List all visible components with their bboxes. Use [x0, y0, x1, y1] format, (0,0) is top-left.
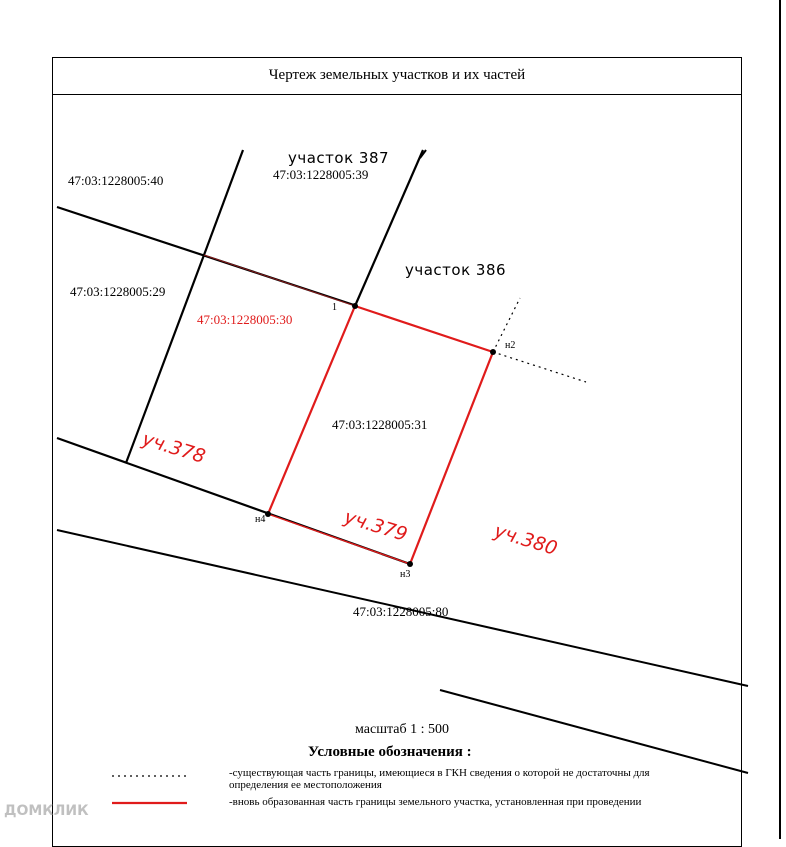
boundary-30-upper-overlay: [204, 255, 355, 306]
new-boundary-1-n2: [355, 306, 493, 352]
parcel-label-80: 47:03:1228005:80: [353, 604, 449, 619]
parcel-label-40: 47:03:1228005:40: [68, 173, 164, 188]
parcel-label-39: 47:03:1228005:39: [273, 167, 369, 182]
point-n4-marker: [265, 511, 271, 517]
point-1-label: 1: [332, 302, 337, 313]
point-n3-marker: [407, 561, 413, 567]
parcel-label-31: 47:03:1228005:31: [332, 417, 428, 432]
point-n3-label: н3: [400, 569, 411, 580]
section-label-380: уч.380: [491, 520, 560, 560]
point-n4-label: н4: [255, 514, 266, 525]
parcel-label-30: 47:03:1228005:30: [197, 312, 293, 327]
boundary-387-left: [204, 150, 243, 255]
point-1-marker: [352, 303, 358, 309]
new-boundary-n2-n3: [410, 352, 493, 564]
section-label-378: уч.378: [139, 428, 208, 468]
point-n2-marker: [490, 349, 496, 355]
parcel-label-29: 47:03:1228005:29: [70, 284, 166, 299]
scale-label: масштаб 1 : 500: [355, 722, 449, 737]
new-boundary-1-n4: [268, 306, 355, 514]
section-label-379: уч.379: [341, 506, 410, 546]
point-n2-label: н2: [505, 340, 516, 351]
legend-item-existing-boundary: -существующая часть границы, имеющиеся в ГКН сведения о которой не достаточны для определения ее местоположения: [229, 767, 650, 791]
section-label-386: участок 386: [405, 261, 507, 279]
legend-item-new-boundary: -вновь образованная часть границы земельного участка, установленная при проведении: [229, 796, 642, 808]
legend-title: Условные обозначения :: [308, 744, 472, 760]
drawing-title: Чертеж земельных участков и их частей: [52, 57, 742, 95]
road-edge-lower: [440, 690, 748, 773]
dotted-boundary-east: [493, 352, 586, 382]
section-label-387: участок 387: [288, 149, 390, 167]
watermark-logo: ДОМКЛИК: [4, 803, 89, 819]
